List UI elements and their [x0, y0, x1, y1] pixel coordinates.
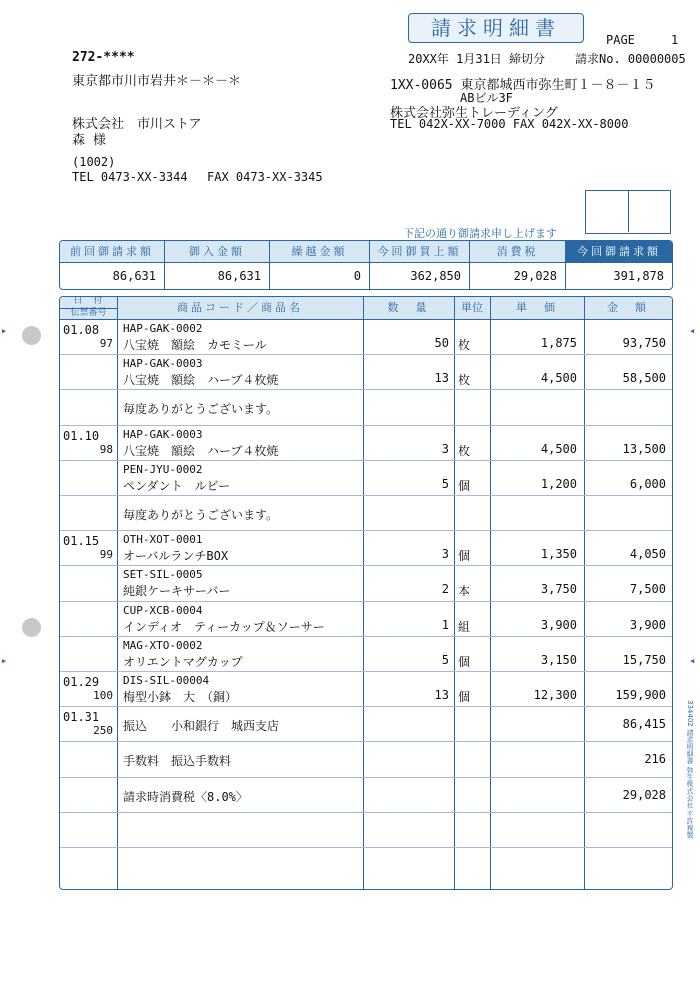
cell-name: オーバルランチBOX: [123, 549, 229, 564]
header-date: 日 付: [73, 296, 104, 306]
cell-code: PEN-JYU-0002: [123, 462, 203, 476]
cell-price: 1,350: [540, 547, 577, 562]
header-unit: 単位: [461, 301, 483, 314]
billing-notice: 下記の通り御請求申し上げます: [403, 227, 557, 240]
cell-amount: 58,500: [622, 371, 666, 386]
summary-col-purchase: 今回御買上額 362,850: [370, 241, 470, 289]
table-row: [60, 636, 672, 671]
summary-table: [59, 240, 673, 290]
header-qty: 数 量: [387, 301, 430, 314]
cell-slip: 99: [99, 548, 113, 562]
table-row: [60, 706, 672, 741]
cell-name: 純銀ケーキサーバー: [123, 584, 231, 599]
stamp-box-divider: [628, 190, 629, 232]
cell-code: HAP-GAK-0002: [123, 322, 203, 335]
issuer-address: 1XX-0065 東京都城西市弥生町１－８－１５: [390, 78, 656, 93]
invoice-number: 請求No. 00000005: [575, 52, 686, 66]
summary-col-total: 今回御請求額 391,878: [566, 241, 672, 289]
customer-fax: FAX 0473-XX-3345: [207, 170, 323, 184]
cell-price: 3,900: [540, 617, 577, 632]
cell-name: 毎度ありがとうございます。: [123, 402, 279, 417]
cell-date: 01.08: [63, 323, 100, 337]
table-row: [60, 354, 672, 389]
cell-qty: 1: [441, 617, 449, 632]
issuer-tel-fax: TEL 042X-XX-7000 FAX 042X-XX-8000: [390, 117, 629, 131]
table-row: [60, 777, 672, 812]
punch-hole-top: [22, 326, 41, 345]
cell-name: 八宝焼 額絵 ハーブ４枚焼: [123, 373, 279, 388]
cell-amount: 216: [644, 752, 666, 767]
cell-price: 4,500: [540, 441, 577, 456]
table-row: [60, 601, 672, 636]
table-row: [60, 460, 672, 495]
cell-price: 3,750: [540, 582, 577, 597]
cell-amount: 93,750: [622, 336, 666, 350]
cell-name: 振込 小和銀行 城西支店: [123, 719, 280, 734]
table-row: [60, 847, 672, 882]
cell-unit: 個: [458, 654, 471, 669]
cell-name: 八宝焼 額絵 ハーブ４枚焼: [123, 443, 279, 458]
cell-amount: 15,750: [622, 652, 666, 667]
summary-col-tax: 消費税 29,028: [470, 241, 566, 289]
cell-date: 01.15: [63, 534, 100, 549]
customer-company: 株式会社 市川ストア: [72, 117, 202, 132]
cell-date: 01.29: [63, 675, 100, 689]
cell-code: DIS-SIL-00004: [123, 674, 210, 687]
table-row: [60, 495, 672, 530]
cell-code: HAP-GAK-0003: [123, 357, 203, 371]
document-title: 請求明細書: [408, 13, 584, 43]
fold-mark-left-2: ▶: [2, 657, 7, 665]
summary-col-previous: 前回御請求額 86,631: [60, 241, 165, 289]
cell-qty: 5: [441, 652, 449, 667]
cell-qty: 3: [441, 441, 449, 456]
cell-qty: 50: [434, 336, 449, 350]
table-row: [60, 741, 672, 776]
cell-price: 12,300: [533, 688, 577, 702]
form-code-side-text: 334402 請求明細書 弥生株式会社 不許複製: [686, 700, 694, 839]
issuer-building: ABビル3F: [460, 91, 513, 105]
cell-unit: 枚: [458, 373, 471, 388]
cell-unit: 個: [458, 549, 471, 564]
punch-hole-bottom: [22, 618, 41, 637]
customer-code: (1002): [72, 155, 116, 169]
cell-amount: 6,000: [629, 476, 666, 491]
cell-name: ペンダント ルビー: [123, 478, 231, 493]
cell-amount: 13,500: [622, 441, 666, 456]
cell-amount: 29,028: [622, 787, 666, 802]
cell-name: 毎度ありがとうございます。: [123, 508, 279, 522]
cell-unit: 枚: [458, 443, 471, 458]
header-price: 単 価: [516, 301, 558, 314]
customer-name: 森 様: [72, 133, 106, 148]
cell-qty: 13: [434, 371, 449, 386]
cell-qty: 3: [441, 547, 449, 562]
cell-slip: 98: [99, 442, 113, 456]
page-label: PAGE 1: [606, 33, 679, 47]
cell-name: 手数料 振込手数料: [123, 754, 232, 769]
table-row: [60, 530, 672, 565]
cell-price: 1,875: [540, 336, 577, 350]
cell-code: SET-SIL-0005: [123, 568, 203, 582]
cell-slip: 100: [93, 689, 113, 702]
summary-col-payment: 御入金額 86,631: [165, 241, 270, 289]
table-row: [60, 565, 672, 600]
fold-mark-left: ▶: [2, 327, 7, 335]
cell-code: MAG-XTO-0002: [123, 638, 203, 652]
cell-amount: 3,900: [629, 617, 666, 632]
cell-code: HAP-GAK-0003: [123, 427, 203, 441]
cell-amount: 86,415: [622, 717, 666, 732]
cell-code: CUP-XCB-0004: [123, 603, 203, 617]
header-slip: 伝票番号: [70, 308, 107, 318]
cell-name: 請求時消費税〈8.0%〉: [123, 789, 248, 804]
customer-address: 東京都市川市岩井＊－＊－＊: [72, 74, 242, 89]
cell-name: インディオ ティーカップ＆ソーサー: [123, 619, 325, 634]
cell-name: オリエントマグカップ: [123, 654, 243, 669]
cell-price: 1,200: [540, 476, 577, 491]
customer-postal: 272-****: [72, 50, 135, 65]
cell-name: 八宝焼 額絵 カモミール: [123, 338, 267, 352]
fold-mark-right-2: ◀: [690, 657, 695, 665]
cell-amount: 159,900: [615, 688, 666, 702]
cell-name: 梅型小鉢 大 （銅）: [123, 690, 238, 704]
cell-price: 3,150: [540, 652, 577, 667]
table-row: [60, 425, 672, 460]
detail-table: [59, 296, 673, 890]
cell-slip: 97: [99, 337, 113, 350]
table-row: [60, 671, 672, 706]
customer-tel: TEL 0473-XX-3344: [72, 170, 188, 184]
cell-amount: 7,500: [629, 582, 666, 597]
issuer-company: 株式会社弥生トレーディング: [390, 106, 558, 121]
cell-qty: 13: [434, 688, 449, 702]
cell-date: 01.10: [63, 428, 100, 443]
cell-unit: 枚: [458, 338, 471, 352]
cutoff-date: 20XX年 1月31日 締切分: [408, 52, 546, 66]
cell-qty: 5: [441, 476, 449, 491]
fold-mark-right: ◀: [690, 327, 695, 335]
cell-unit: 組: [458, 619, 471, 634]
table-row: [60, 812, 672, 847]
cell-qty: 2: [441, 582, 449, 597]
cell-unit: 個: [458, 690, 471, 704]
cell-amount: 4,050: [629, 547, 666, 562]
summary-col-carryover: 繰越金額 0: [270, 241, 370, 289]
cell-unit: 本: [458, 584, 471, 599]
cell-unit: 個: [458, 478, 471, 493]
header-amount: 金 額: [607, 301, 649, 314]
table-row: [60, 389, 672, 424]
header-product: 商品コード／商品名: [177, 301, 303, 314]
cell-code: OTH-XOT-0001: [123, 533, 203, 547]
cell-price: 4,500: [540, 371, 577, 386]
cell-date: 01.31: [63, 710, 100, 725]
table-row: [60, 319, 672, 354]
cell-slip: 250: [93, 724, 113, 738]
